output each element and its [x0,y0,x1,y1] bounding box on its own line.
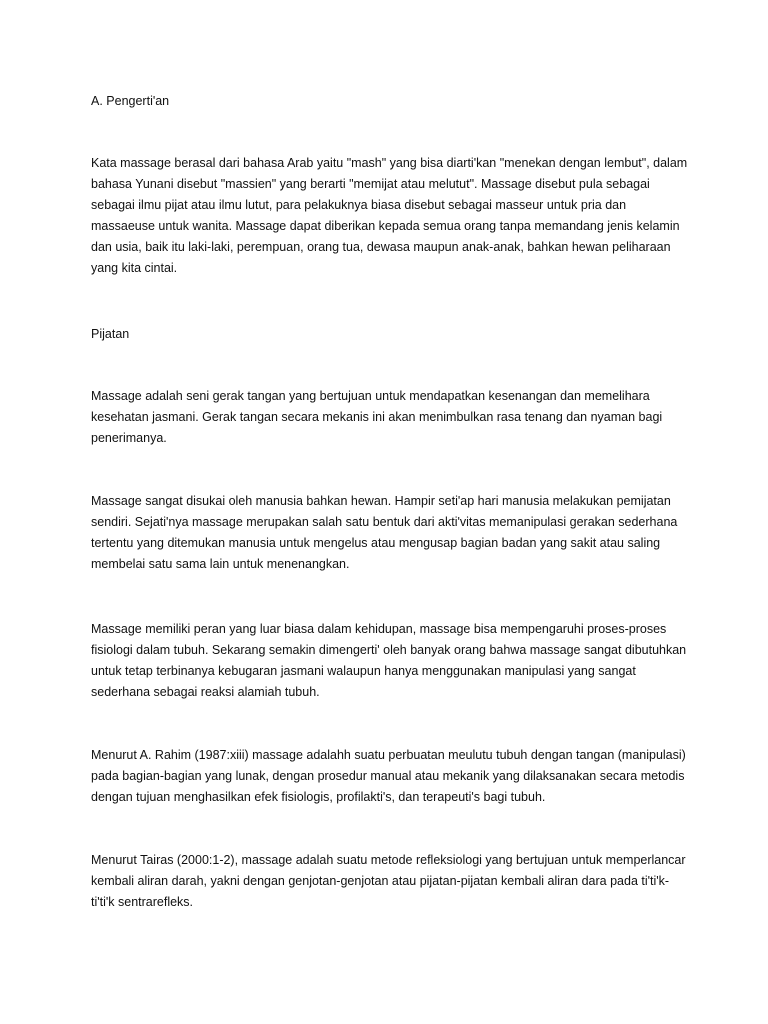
section-heading-pijatan: Pijatan [91,327,130,341]
paragraph-massage-popularity: Massage sangat disukai oleh manusia bahkan hewan. Hampir seti'ap hari manusia melakukan pemijatan sendiri. Sejati'nya massage merupakan salah satu bentuk dari akti'vitas memanipulasi gerakan sederhana tertentu yang ditemukan manusia untuk mengelus atau mengusap bagian badan yang sakit atau saling membelai satu sama lain untuk menenangkan. [91,494,678,571]
paragraph-rahim-definition: Menurut A. Rahim (1987:xiii) massage adalahh suatu perbuatan meulutu tubuh dengan tangan (manipulasi) pada bagian-bagian yang lunak, dengan prosedur manual atau mekanik yang dilaksanakan secara metodis dengan tujuan menghasilkan efek fisiologis, profilakti's, dan terapeuti's bagi tubuh. [91,748,686,804]
paragraph-massage-art: Massage adalah seni gerak tangan yang bertujuan untuk mendapatkan kesenangan dan memelihara kesehatan jasmani. Gerak tangan secara mekanis ini akan menimbulkan rasa tenang dan nyaman bagi penerimanya. [91,389,663,445]
paragraph-definition: Kata massage berasal dari bahasa Arab yaitu "mash" yang bisa diarti'kan "menekan dengan lembut", dalam bahasa Yunani disebut "massien" yang berarti "memijat atau melutut". Massage disebut pula sebagai sebagai ilmu pijat atau ilmu lutut, para pelakuknya biasa disebut sebagai masseur untuk pria dan massaeuse untuk wanita. Massage dapat diberikan kepada semua orang tanpa memandang jenis kelamin dan usia, baik itu laki-laki, perempuan, orang tua, dewasa maupun anak-anak, bahkan hewan peliharaan yang kita cintai. [91,156,688,275]
section-heading-pengertian: A. Pengerti'an [91,94,170,108]
paragraph-massage-role: Massage memiliki peran yang luar biasa dalam kehidupan, massage bisa mempengaruhi proses-proses fisiologi dalam tubuh. Sekarang semakin dimengerti' oleh banyak orang bahwa massage sangat dibutuhkan untuk tetap terbinanya kebugaran jasmani walaupun hanya menggunakan manipulasi yang sangat sederhana sebagai reaksi alamiah tubuh. [91,622,687,699]
paragraph-tairas-definition: Menurut Tairas (2000:1-2), massage adalah suatu metode refleksiologi yang bertujuan untuk memperlancar kembali aliran darah, yakni dengan genjotan-genjotan atau pijatan-pijatan kembali aliran dara pada ti'ti'k-ti'ti'k sentrarefleks. [91,853,686,909]
